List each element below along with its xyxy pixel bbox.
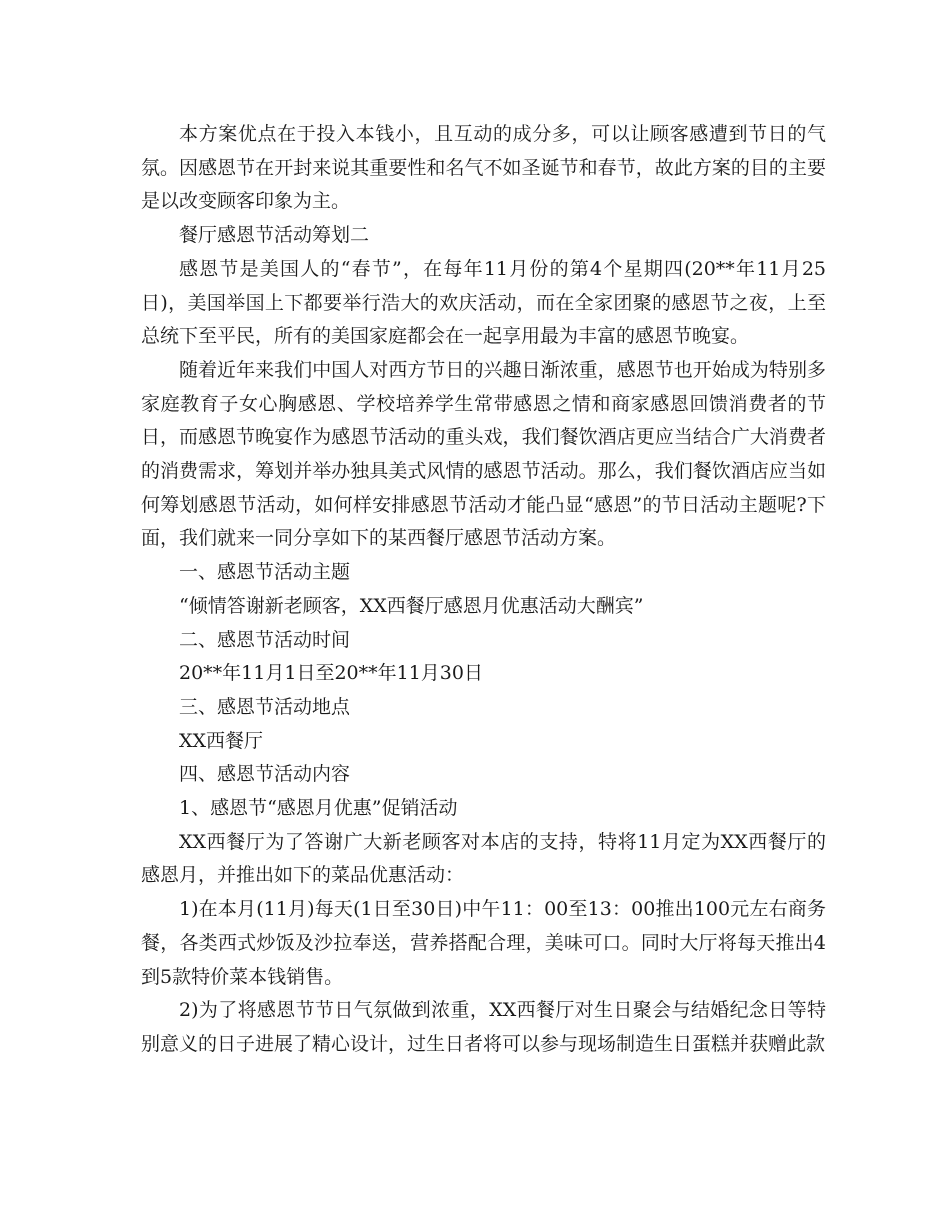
paragraph-promotion-item-1: 1)在本月(11月)每天(1日至30日)中午11：00至13：00推出100元左右商务餐，各类西式炒饭及沙拉奉送，营养搭配合理，美味可口。同时大厅将每天推出4到5款特价菜本钱销售。 <box>141 898 826 988</box>
paragraph-intro-summary: 本方案优点在于投入本钱小，且互动的成分多，可以让顾客感遭到节日的气氛。因感恩节在开封来说其重要性和名气不如圣诞节和春节，故此方案的目的主要是以改变顾客印象为主。 <box>141 123 826 213</box>
paragraph-promotion-item-2: 2)为了将感恩节节日气氛做到浓重，XX西餐厅对生日聚会与结婚纪念日等特别意义的日子进展了精心设计，过生日者将可以参与现场制造生日蛋糕并获赠此款 <box>141 999 826 1055</box>
subheading-promotion: 1、感恩节“感恩月优惠”促销活动 <box>179 797 458 820</box>
activity-location-value: XX西餐厅 <box>179 729 264 752</box>
heading-activity-theme: 一、感恩节活动主题 <box>179 561 351 584</box>
heading-activity-content: 四、感恩节活动内容 <box>179 763 351 786</box>
heading-activity-location: 三、感恩节活动地点 <box>179 695 351 718</box>
document-body <box>141 118 826 1062</box>
activity-time-value: 20**年11月1日至20**年11月30日 <box>179 662 483 685</box>
heading-activity-time: 二、感恩节活动时间 <box>179 628 351 651</box>
paragraph-thanksgiving-background: 感恩节是美国人的“春节”，在每年11月份的第4个星期四(20**年11月25日)，美国举国上下都要举行浩大的欢庆活动，而在全家团聚的感恩节之夜，上至总统下至平民，所有的美国家庭都会在一起享用最为丰富的感恩节晚宴。 <box>141 257 826 348</box>
section-heading-plan-two: 餐厅感恩节活动筹划二 <box>179 224 370 247</box>
paragraph-activity-context: 随着近年来我们中国人对西方节日的兴趣日渐浓重，感恩节也开始成为特别多家庭教育子女心胸感恩、学校培养学生常带感恩之情和商家感恩回馈消费者的节日，而感恩节晚宴作为感恩节活动的重头戏，我们餐饮酒店更应当结合广大消费者的消费需求，筹划并举办独具美式风情的感恩节活动。那么，我们餐饮酒店应当如何筹划感恩节活动，如何样安排感恩节活动才能凸显“感恩”的节日活动主题呢?下面，我们就来一同分享如下的某西餐厅感恩节活动方案。 <box>141 358 826 550</box>
activity-theme-slogan: “倾情答谢新老顾客，XX西餐厅感恩月优惠活动大酬宾” <box>179 594 644 617</box>
paragraph-promotion-intro: XX西餐厅为了答谢广大新老顾客对本店的支持，特将11月定为XX西餐厅的感恩月，并推出如下的菜品优惠活动： <box>141 830 826 887</box>
